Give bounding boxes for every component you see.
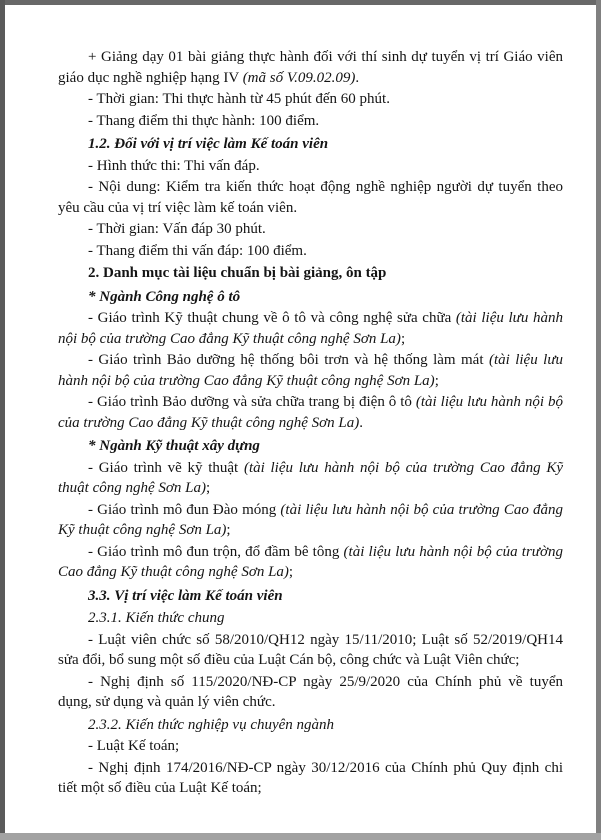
text-run: - Thời gian: Thi thực hành từ 45 phút đến 60 phút.	[88, 91, 390, 107]
text-run: ;	[206, 480, 211, 496]
para-book-auto-1	[58, 308, 563, 349]
heading-text: 3.3. Vị trí việc làm Kế toán viên	[88, 587, 283, 604]
text-run: .	[359, 414, 364, 431]
text-run: ;	[288, 564, 294, 580]
text-run: - Thang điểm thi thực hành: 100 điểm.	[88, 112, 320, 129]
para-exam-content	[58, 177, 563, 218]
text-run: - Giáo trình Bảo dưỡng hệ thống bôi trơn và hệ thống làm mát	[88, 352, 489, 368]
para-law-accounting	[58, 736, 563, 757]
para-exam-format	[58, 156, 563, 177]
text-run: - Giáo trình vẽ kỹ thuật	[88, 459, 244, 476]
text-run: .	[355, 69, 360, 86]
para-book-auto-2	[58, 350, 563, 391]
para-book-construction-3	[58, 542, 563, 583]
heading-text: 2.3.1. Kiến thức chung	[88, 610, 225, 626]
page-content	[58, 0, 563, 800]
text-run-italic: (mã số V.09.02.09)	[242, 69, 356, 86]
text-run: ;	[434, 372, 439, 389]
para-book-construction-2	[58, 500, 563, 541]
heading-3-3-accountant	[58, 586, 563, 607]
text-run: ;	[400, 330, 406, 347]
para-practice-lecture	[58, 47, 563, 88]
text-run: - Luật Kế toán;	[88, 738, 180, 754]
text-run: - Nội dung: Kiểm tra kiến thức hoạt động nghề nghiệp người dự tuyển theo yêu cầu của vị trí việc làm kế toán viên.	[58, 179, 563, 216]
page-edge-right	[596, 0, 601, 840]
text-run-italic: (tài liệu lưu hành nội bộ của trường Cao đẳng Kỹ thuật công nghệ Sơn La)	[58, 352, 564, 389]
para-exam-score	[58, 241, 563, 262]
text-run: - Nghị định 174/2016/NĐ-CP ngày 30/12/2016 của Chính phủ Quy định chi tiết một số điều của Luật Kế toán;	[58, 759, 563, 796]
text-run: ;	[226, 522, 231, 538]
para-book-auto-3	[58, 392, 563, 433]
heading-2-3-1-general	[58, 608, 563, 629]
para-decree-115	[58, 672, 563, 713]
text-run: - Thang điểm thi vấn đáp: 100 điểm.	[88, 242, 307, 259]
page-edge-left	[0, 0, 5, 840]
heading-text: 2. Danh mục tài liệu chuẩn bị bài giảng, ôn tập	[88, 265, 387, 281]
para-practice-score	[58, 111, 563, 132]
text-run: - Giáo trình Kỹ thuật chung về ô tô và công nghệ sửa chữa	[88, 310, 456, 326]
para-book-construction-1	[58, 458, 563, 499]
text-run-italic: (tài liệu lưu hành nội bộ của trường Cao đẳng Kỹ thuật công nghệ Sơn La)	[58, 543, 563, 580]
heading-text: * Ngành Kỹ thuật xây dựng	[88, 438, 260, 454]
para-exam-time	[58, 219, 563, 240]
para-decree-174	[58, 758, 563, 799]
heading-text: 2.3.2. Kiến thức nghiệp vụ chuyên ngành	[88, 716, 335, 733]
text-run: - Nghị định số 115/2020/NĐ-CP ngày 25/9/2020 của Chính phủ về tuyển dụng, sử dụng và quản lý viên chức.	[58, 673, 563, 710]
heading-1-2-accountant	[58, 134, 563, 155]
text-run: - Thời gian: Vấn đáp 30 phút.	[88, 221, 266, 237]
text-run-italic: (tài liệu lưu hành nội bộ của trường Cao đẳng Kỹ thuật công nghệ Sơn La)	[58, 459, 563, 496]
text-run-italic: (tài liệu lưu hành nội bộ của trường Cao đẳng Kỹ thuật công nghệ Sơn La)	[58, 501, 563, 538]
text-run: - Giáo trình mô đun trộn, đổ đầm bê tông	[88, 543, 344, 560]
text-run: - Hình thức thi: Thi vấn đáp.	[88, 157, 260, 174]
heading-2-3-2-professional	[58, 715, 563, 736]
heading-2-document-list	[58, 263, 563, 284]
para-law-officials	[58, 630, 563, 671]
text-run: - Luật viên chức số 58/2010/QH12 ngày 15/11/2010; Luật số 52/2019/QH14 sửa đổi, bổ sung một số điều của Luật Cán bộ, công chức và Luật Viên chức;	[58, 631, 563, 668]
page-edge-bottom	[0, 833, 601, 840]
para-practice-time	[58, 89, 563, 110]
heading-text: 1.2. Đối với vị trí việc làm Kế toán viên	[88, 136, 329, 152]
text-run: - Giáo trình Bảo dưỡng và sửa chữa trang bị điện ô tô	[88, 394, 416, 410]
text-run-italic: (tài liệu lưu hành nội bộ của trường Cao đẳng Kỹ thuật công nghệ Sơn La)	[58, 310, 564, 347]
text-run: - Giáo trình mô đun Đào móng	[88, 501, 281, 518]
heading-construction	[58, 436, 563, 457]
heading-auto-tech	[58, 287, 563, 308]
text-run: + Giảng dạy 01 bài giảng thực hành đối với thí sinh dự tuyển vị trí Giáo viên giáo dục nghề nghiệp hạng IV	[58, 49, 563, 86]
text-run-italic: (tài liệu lưu hành nội bộ của trường Cao đẳng Kỹ thuật công nghệ Sơn La)	[58, 394, 564, 431]
heading-text: * Ngành Công nghệ ô tô	[88, 288, 241, 305]
